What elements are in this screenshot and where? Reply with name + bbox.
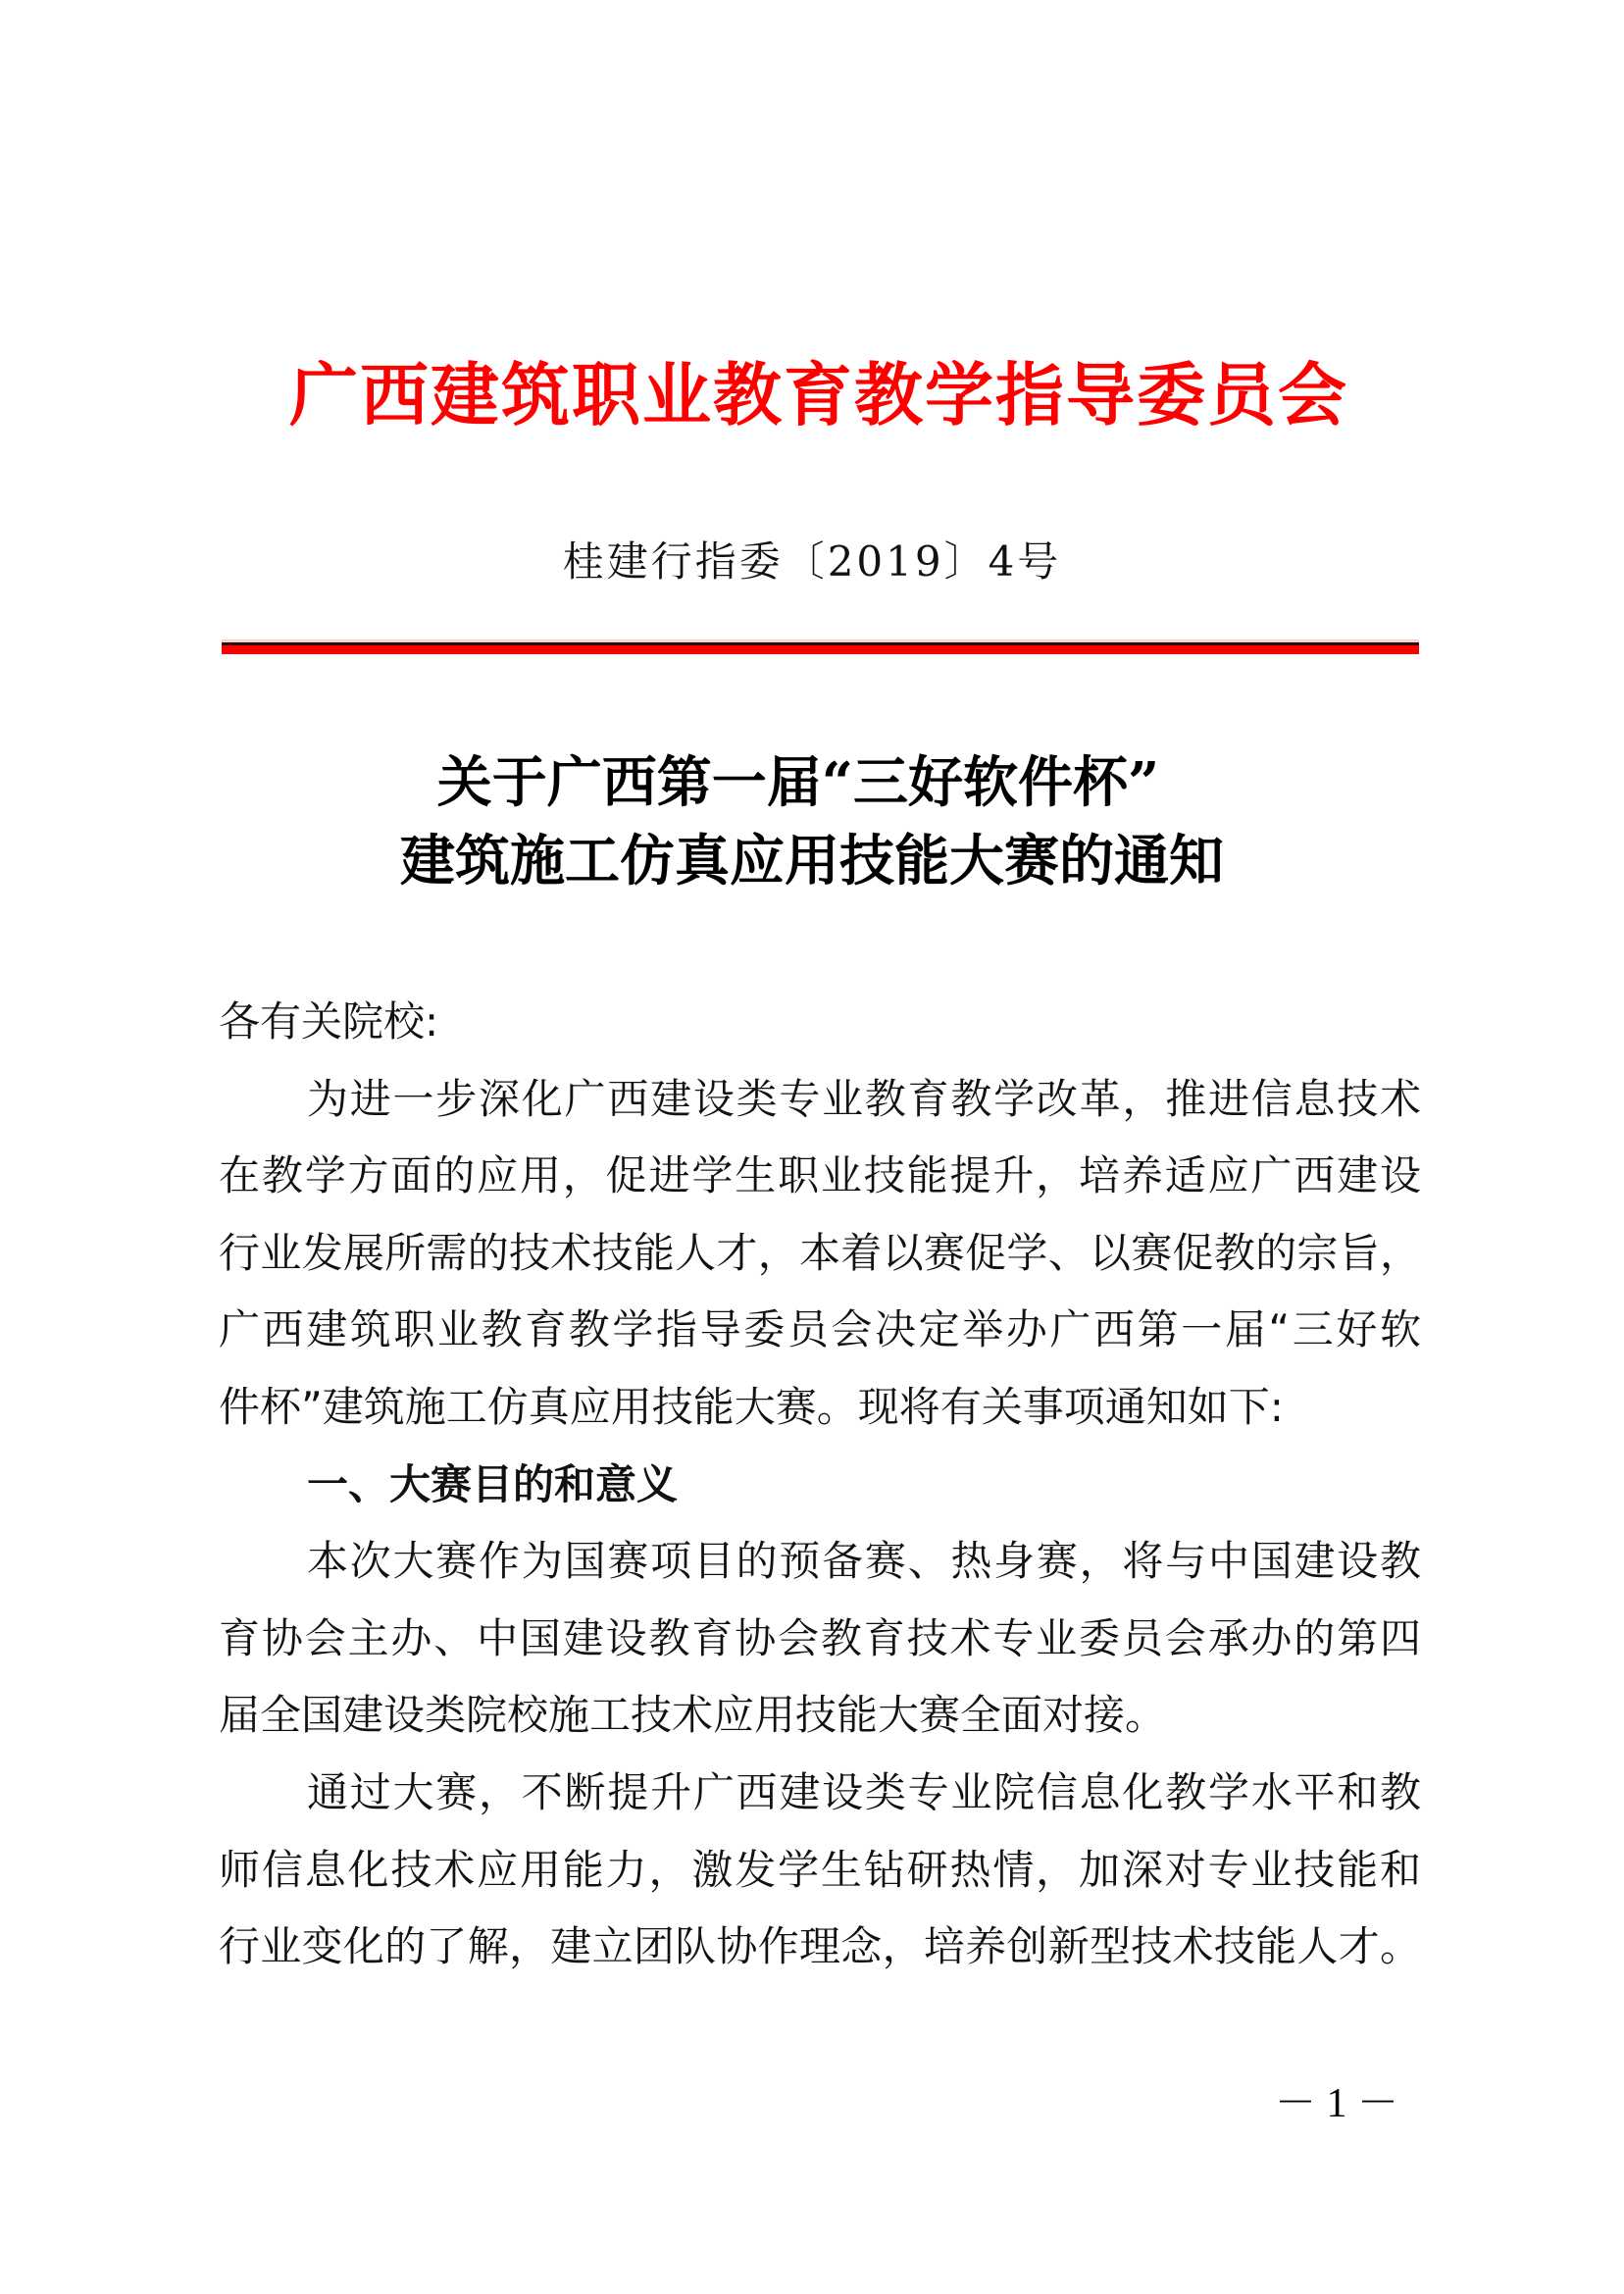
red-divider-rule	[222, 642, 1419, 654]
paragraph-line: 行业变化的了解，建立团队协作理念，培养创新型技术技能人才。	[219, 1922, 1421, 1971]
notice-body	[219, 984, 1421, 1986]
intro-paragraph	[219, 1061, 1421, 1447]
notice-subject	[0, 743, 1624, 900]
subject-line-2: 建筑施工仿真应用技能大赛的通知	[400, 829, 1224, 893]
paragraph-line: 师信息化技术应用能力，激发学生钻研热情，加深对专业技能和	[219, 1845, 1421, 1894]
paragraph-line: 届全国建设类院校施工技术应用技能大赛全面对接。	[219, 1691, 1167, 1740]
paragraph-line: 行业发展所需的技术技能人才，本着以赛促学、以赛促教的宗旨，	[219, 1228, 1421, 1277]
paragraph-line: 为进一步深化广西建设类专业教育教学改革，推进信息技术	[307, 1074, 1421, 1123]
page-number: － 1 －	[1275, 2081, 1399, 2126]
organization-title: 广西建筑职业教育教学指导委员会	[289, 354, 1348, 435]
paragraph-line: 通过大赛，不断提升广西建设类专业院信息化教学水平和教	[307, 1767, 1421, 1816]
paragraph-line: 本次大赛作为国赛项目的预备赛、热身赛，将与中国建设教	[307, 1537, 1421, 1586]
document-number: 桂建行指委〔2019〕4号	[562, 537, 1062, 586]
subject-line-1: 关于广西第一届“三好软件杯”	[436, 750, 1160, 815]
paragraph-line: 育协会主办、中国建设教育协会教育技术专业委员会承办的第四	[219, 1613, 1421, 1662]
paragraph-line: 件杯”建筑施工仿真应用技能大赛。现将有关事项通知如下:	[219, 1382, 1284, 1431]
section-paragraph-1	[219, 1523, 1421, 1755]
paragraph-line: 广西建筑职业教育教学指导委员会决定举办广西第一届“三好软	[219, 1305, 1421, 1354]
section-paragraph-2	[219, 1755, 1421, 1986]
paragraph-line: 在教学方面的应用，促进学生职业技能提升，培养适应广西建设	[219, 1151, 1421, 1200]
section-heading: 一、大赛目的和意义	[307, 1459, 679, 1508]
salutation: 各有关院校:	[219, 997, 439, 1045]
